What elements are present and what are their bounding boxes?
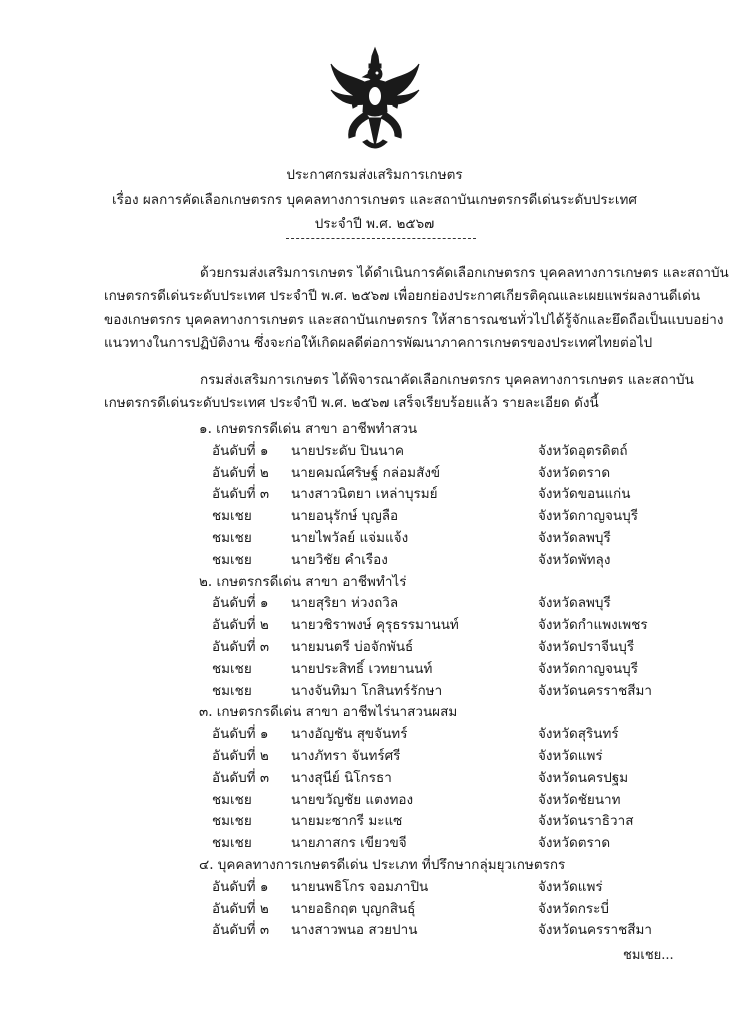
list-item — [0, 809, 749, 831]
rank-label: อันดับที่ ๒ — [212, 617, 269, 634]
paragraph-line: เกษตรกรดีเด่นระดับประเทศ ประจำปี พ.ศ. ๒๕๖๗ เสร็จเรียบร้อยแล้ว รายละเอียด ดังนี้ — [104, 395, 599, 412]
announcement-subject: เรื่อง ผลการคัดเลือกเกษตรกร บุคคลทางการเกษตร และสถาบันเกษตรกรดีเด่นระดับประเทศ — [112, 192, 637, 208]
list-item — [0, 439, 749, 461]
paragraph-line: ด้วยกรมส่งเสริมการเกษตร ได้ดำเนินการคัดเลือกเกษตรกร บุคคลทางการเกษตร และสถาบัน — [200, 265, 729, 281]
list-item — [0, 918, 749, 940]
awardee-province: จังหวัดพัทลุง — [538, 551, 611, 568]
rank-label: อันดับที่ ๒ — [212, 464, 269, 481]
paragraph-line: เกษตรกรดีเด่นระดับประเทศ ประจำปี พ.ศ. ๒๕๖๗ เพื่อยกย่องประกาศเกียรติคุณและเผยแพร่ผลงานดีเด่น — [104, 288, 701, 305]
awardee-province: จังหวัดชัยนาท — [538, 791, 621, 808]
list-item — [0, 526, 749, 548]
awardee-province: จังหวัดกาญจนบุรี — [538, 660, 638, 677]
awardee-province: จังหวัดกาญจนบุรี — [538, 508, 638, 525]
paragraph-line: ของเกษตรกร บุคคลทางการเกษตร และสถาบันเกษตรกร ให้สาธารณชนทั่วไปได้รู้จักและยึดถือเป็นแบบอย่าง — [104, 311, 724, 328]
rank-label: ชมเชย — [212, 530, 252, 546]
list-item — [0, 897, 749, 919]
awardee-name: นายไพวัลย์ แจ่มแจ้ง — [291, 530, 409, 546]
rank-label: อันดับที่ ๑ — [212, 878, 269, 895]
awardee-province: จังหวัดอุตรดิตถ์ — [538, 442, 628, 459]
awardee-name: นายประสิทธิ์ เวทยานนท์ — [291, 660, 433, 677]
section-heading — [0, 853, 749, 875]
list-item — [0, 744, 749, 766]
awardee-province: จังหวัดสุรินทร์ — [538, 726, 619, 743]
awardee-name: นายมนตรี บ่อจักพันธ์ — [291, 639, 414, 655]
intro-paragraph — [104, 262, 729, 356]
section-title: ๔. บุคคลทางการเกษตรดีเด่น ประเภท ที่ปรึกษากลุ่มยุวเกษตรกร — [199, 857, 566, 873]
awardee-name: นางภัทรา จันทร์ศรี — [291, 748, 401, 764]
rank-label: ชมเชย — [212, 508, 252, 525]
rank-label: ชมเชย — [212, 791, 252, 808]
section-title: ๑. เกษตรกรดีเด่น สาขา อาชีพทำสวน — [199, 421, 418, 437]
awardee-name: นายวชิราพงษ์ คุรุธรรมานนท์ — [291, 617, 459, 634]
awardee-province: จังหวัดนราธิวาส — [538, 813, 634, 830]
awardee-province: จังหวัดลพบุรี — [538, 595, 611, 612]
list-item — [0, 613, 749, 635]
list-item — [0, 504, 749, 526]
awardee-name: นายวิชัย คำเรือง — [291, 551, 388, 568]
header-divider — [286, 238, 476, 239]
rank-label: อันดับที่ ๒ — [212, 748, 269, 764]
awardee-province: จังหวัดแพร่ — [538, 748, 603, 764]
list-item — [0, 548, 749, 570]
list-item — [0, 635, 749, 657]
awardee-name: นายประดับ ปินนาค — [291, 442, 405, 459]
awardee-name: นางจันทิมา โกสินทร์รักษา — [291, 682, 443, 699]
list-item — [0, 591, 749, 613]
awardee-province: จังหวัดนครราชสีมา — [538, 922, 652, 939]
rank-label: อันดับที่ ๓ — [212, 486, 270, 503]
list-item — [0, 766, 749, 788]
section-heading — [0, 700, 749, 722]
awardee-name: นายขวัญชัย แตงทอง — [291, 791, 414, 808]
awardee-province: จังหวัดนครราชสีมา — [538, 682, 652, 699]
rank-label: อันดับที่ ๑ — [212, 726, 269, 743]
awardee-name: นางอัญชัน สุขจันทร์ — [291, 726, 408, 743]
awardee-province: จังหวัดตราด — [538, 835, 611, 852]
list-item — [0, 722, 749, 744]
section-heading — [0, 570, 749, 592]
awardee-province: จังหวัดลพบุรี — [538, 530, 611, 546]
awardee-province: จังหวัดกระบี่ — [538, 900, 609, 917]
rank-label: อันดับที่ ๑ — [212, 442, 269, 459]
rank-label: ชมเชย — [212, 660, 252, 677]
paragraph-line: กรมส่งเสริมการเกษตร ได้พิจารณาคัดเลือกเกษตรกร บุคคลทางการเกษตร และสถาบัน — [200, 372, 694, 388]
awardee-province: จังหวัดขอนแก่น — [538, 486, 631, 503]
announcement-agency: ประกาศกรมส่งเสริมการเกษตร — [286, 167, 463, 183]
awardee-name: นายภาสกร เขียวขจี — [291, 835, 407, 852]
list-item — [0, 831, 749, 853]
rank-label: อันดับที่ ๓ — [212, 769, 270, 786]
rank-label: ชมเชย — [212, 682, 252, 699]
awardee-province: จังหวัดนครปฐม — [538, 769, 629, 786]
awardee-name: นายคมณ์ศริษฐ์ กล่อมสังข์ — [291, 464, 441, 481]
awardee-name: นายสุริยา ห่วงถวิล — [291, 595, 399, 612]
awardee-name: นายนพธิโกร จอมภาปิน — [291, 878, 429, 895]
announcement-year: ประจำปี พ.ศ. ๒๕๖๗ — [314, 216, 435, 232]
garuda-emblem-icon — [325, 46, 425, 156]
rank-label: อันดับที่ ๒ — [212, 900, 269, 917]
rank-label: อันดับที่ ๑ — [212, 595, 269, 612]
awardee-province: จังหวัดปราจีนบุรี — [538, 639, 635, 655]
awardee-name: นางสุนีย์ นิโกรธา — [291, 769, 392, 786]
list-item — [0, 788, 749, 810]
list-item — [0, 461, 749, 483]
list-item — [0, 482, 749, 504]
rank-label: อันดับที่ ๓ — [212, 639, 270, 655]
rank-label: อันดับที่ ๓ — [212, 922, 270, 939]
rank-label: ชมเชย — [212, 551, 252, 568]
list-item — [0, 875, 749, 897]
result-paragraph — [104, 369, 694, 416]
awardee-name: นางสาวพนอ สวยปาน — [291, 922, 418, 939]
awardee-province: จังหวัดตราด — [538, 464, 611, 481]
rank-label: ชมเชย — [212, 813, 252, 830]
section-title: ๒. เกษตรกรดีเด่น สาขา อาชีพทำไร่ — [199, 573, 407, 590]
paragraph-line: แนวทางในการปฏิบัติงาน ซึ่งจะก่อให้เกิดผลดีต่อการพัฒนาภาคการเกษตรของประเทศไทยต่อไป — [104, 335, 653, 352]
list-item — [0, 679, 749, 701]
awardee-name: นายมะซากรี มะแซ — [291, 813, 403, 830]
awardee-name: นายอนุรักษ์ บุญลือ — [291, 508, 399, 525]
section-heading — [0, 417, 749, 439]
list-item — [0, 657, 749, 679]
continued-marker: ชมเชย... — [623, 948, 674, 963]
awardee-province: จังหวัดแพร่ — [538, 878, 603, 895]
awardee-name: นางสาวนิตยา เหล่าบุรมย์ — [291, 486, 438, 503]
section-title: ๓. เกษตรกรดีเด่น สาขา อาชีพไร่นาสวนผสม — [199, 704, 458, 721]
awardee-name: นายอธิกฤต บุญกสินธุ์ — [291, 900, 416, 917]
rank-label: ชมเชย — [212, 835, 252, 852]
awardee-province: จังหวัดกำแพงเพชร — [538, 617, 648, 634]
